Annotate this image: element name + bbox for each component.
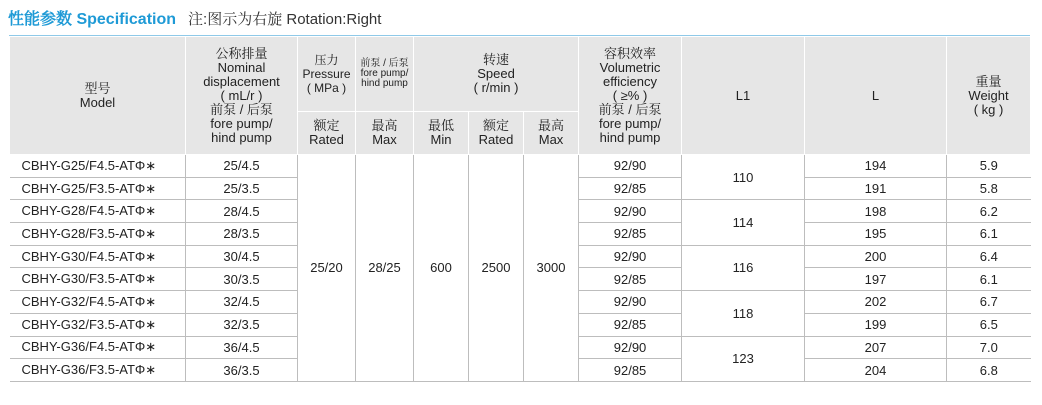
cell-l: 202: [805, 291, 947, 314]
cell-efficiency: 92/85: [579, 177, 682, 200]
cell-weight: 6.8: [947, 359, 1031, 382]
cell-model: CBHY-G28/F3.5-ATΦ∗: [10, 223, 186, 246]
cell-efficiency: 92/90: [579, 245, 682, 268]
cell-l: 191: [805, 177, 947, 200]
cell-weight: 7.0: [947, 336, 1031, 359]
cell-l: 198: [805, 200, 947, 223]
section-title: 性能参数 Specification: [8, 11, 177, 28]
cell-pressure-rated: 25/20: [298, 155, 356, 382]
cell-l: 197: [805, 268, 947, 291]
cell-l: 195: [805, 223, 947, 246]
header-pressure-max: 最高 Max: [356, 112, 414, 155]
cell-model: CBHY-G32/F4.5-ATΦ∗: [10, 291, 186, 314]
cell-displacement: 32/4.5: [186, 291, 298, 314]
cell-speed-min: 600: [414, 155, 469, 382]
header-pressure-pumps: 前泵 / 后泵 fore pump/ hind pump: [356, 37, 414, 112]
cell-l1: 114: [682, 200, 805, 245]
cell-weight: 5.9: [947, 155, 1031, 178]
cell-l: 200: [805, 245, 947, 268]
spec-title: [8, 6, 381, 28]
cell-model: CBHY-G28/F4.5-ATΦ∗: [10, 200, 186, 223]
cell-model: CBHY-G30/F3.5-ATΦ∗: [10, 268, 186, 291]
cell-l1: 110: [682, 155, 805, 200]
cell-l: 194: [805, 155, 947, 178]
header-weight: 重量 Weight ( kg ): [947, 37, 1031, 155]
header-pressure: 压力 Pressure ( MPa ): [298, 37, 356, 112]
table-header: [10, 37, 1031, 155]
table-row: [10, 155, 1031, 178]
header-speed-rated: 额定 Rated: [469, 112, 524, 155]
cell-weight: 6.2: [947, 200, 1031, 223]
cell-displacement: 30/3.5: [186, 268, 298, 291]
cell-model: CBHY-G32/F3.5-ATΦ∗: [10, 313, 186, 336]
cell-displacement: 28/4.5: [186, 200, 298, 223]
header-pressure-rated: 额定 Rated: [298, 112, 356, 155]
cell-displacement: 25/3.5: [186, 177, 298, 200]
cell-displacement: 30/4.5: [186, 245, 298, 268]
spec-table: [9, 36, 1031, 382]
cell-displacement: 36/4.5: [186, 336, 298, 359]
cell-weight: 6.7: [947, 291, 1031, 314]
cell-l1: 123: [682, 336, 805, 381]
cell-efficiency: 92/85: [579, 359, 682, 382]
cell-l: 207: [805, 336, 947, 359]
cell-weight: 6.1: [947, 268, 1031, 291]
cell-efficiency: 92/85: [579, 313, 682, 336]
cell-weight: 6.4: [947, 245, 1031, 268]
cell-l: 199: [805, 313, 947, 336]
cell-weight: 6.1: [947, 223, 1031, 246]
cell-pressure-max: 28/25: [356, 155, 414, 382]
header-l1: L1: [682, 37, 805, 155]
cell-speed-max: 3000: [524, 155, 579, 382]
cell-model: CBHY-G25/F3.5-ATΦ∗: [10, 177, 186, 200]
cell-model: CBHY-G30/F4.5-ATΦ∗: [10, 245, 186, 268]
rotation-note: 注:图示为右旋 Rotation:Right: [188, 11, 382, 28]
cell-efficiency: 92/90: [579, 336, 682, 359]
cell-model: CBHY-G36/F4.5-ATΦ∗: [10, 336, 186, 359]
cell-model: CBHY-G25/F4.5-ATΦ∗: [10, 155, 186, 178]
cell-speed-rated: 2500: [469, 155, 524, 382]
header-efficiency: 容积效率 Volumetric efficiency ( ≥% ) 前泵 / 后泵 fore pump/ hind pump: [579, 37, 682, 155]
cell-displacement: 25/4.5: [186, 155, 298, 178]
cell-efficiency: 92/85: [579, 223, 682, 246]
cell-efficiency: 92/90: [579, 200, 682, 223]
header-speed: 转速 Speed ( r/min ): [414, 37, 579, 112]
cell-l1: 118: [682, 291, 805, 336]
cell-displacement: 32/3.5: [186, 313, 298, 336]
header-model: 型号 Model: [10, 37, 186, 155]
cell-weight: 5.8: [947, 177, 1031, 200]
cell-l1: 116: [682, 245, 805, 290]
header-l: L: [805, 37, 947, 155]
cell-efficiency: 92/90: [579, 155, 682, 178]
header-speed-min: 最低 Min: [414, 112, 469, 155]
cell-l: 204: [805, 359, 947, 382]
header-displacement: 公称排量 Nominal displacement ( mL/r ) 前泵 / 后泵 fore pump/ hind pump: [186, 37, 298, 155]
cell-weight: 6.5: [947, 313, 1031, 336]
cell-efficiency: 92/90: [579, 291, 682, 314]
header-speed-max: 最高 Max: [524, 112, 579, 155]
cell-displacement: 28/3.5: [186, 223, 298, 246]
cell-displacement: 36/3.5: [186, 359, 298, 382]
cell-efficiency: 92/85: [579, 268, 682, 291]
cell-model: CBHY-G36/F3.5-ATΦ∗: [10, 359, 186, 382]
table-body: [10, 155, 1031, 382]
